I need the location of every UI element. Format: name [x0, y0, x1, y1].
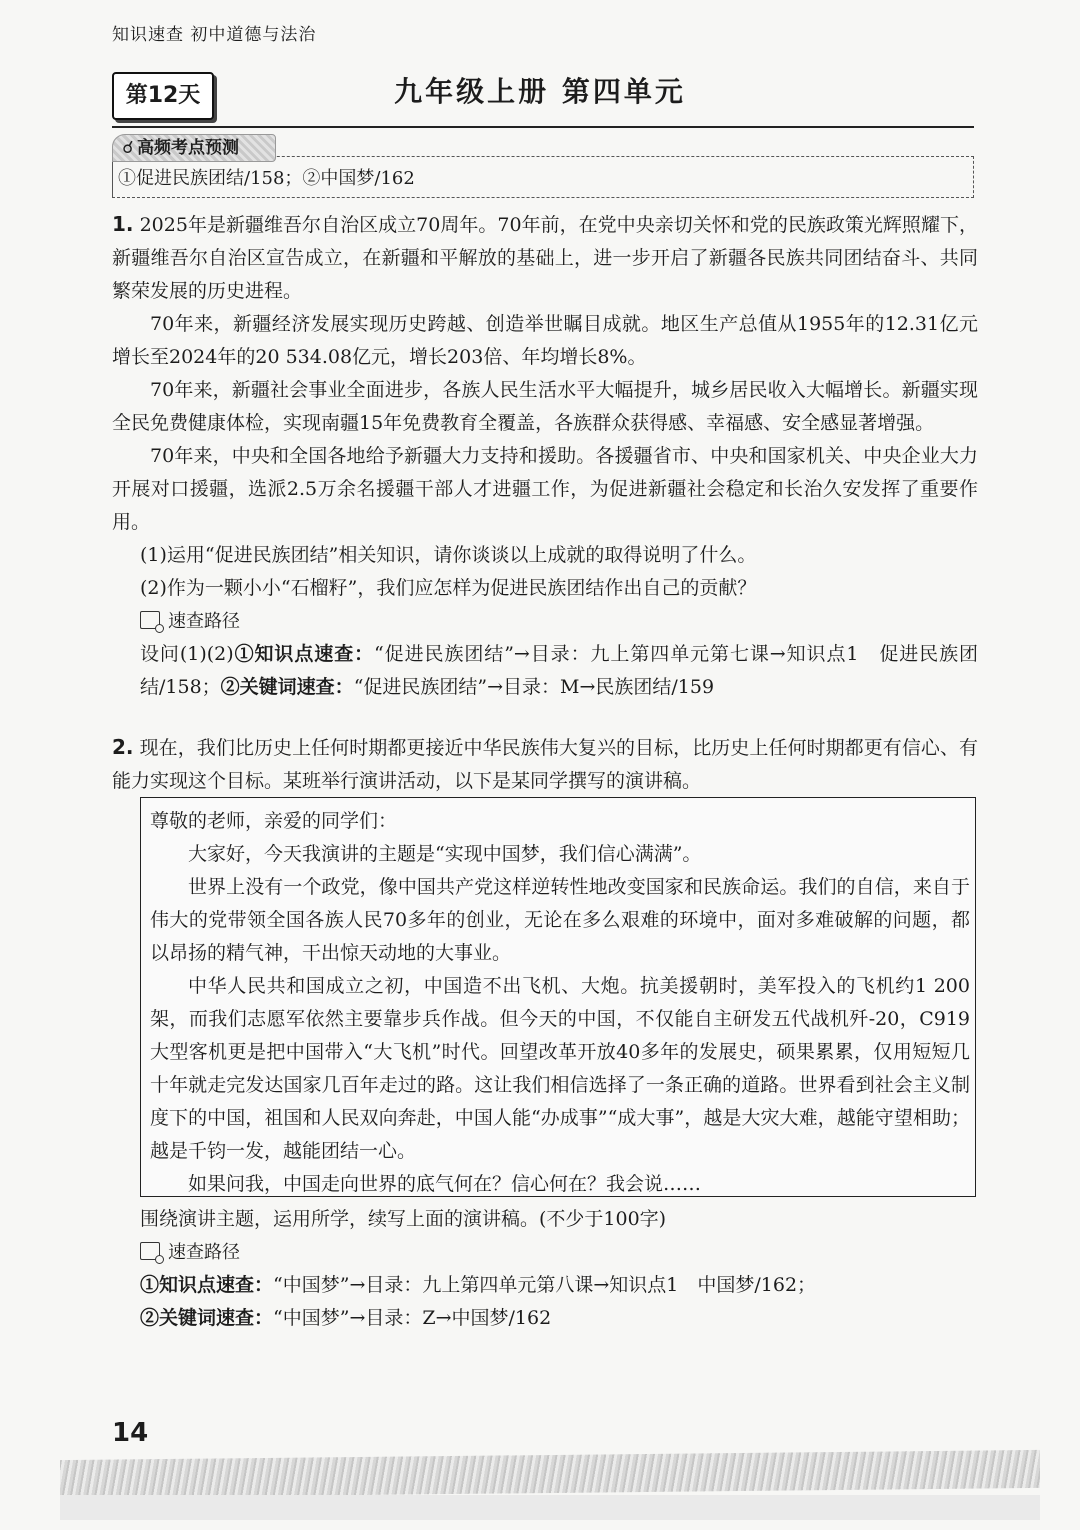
speech-para-3: 中华人民共和国成立之初，中国造不出飞机、大炮。抗美援朝时，美军投入的飞机约1 200架，而我们志愿军依然主要靠步兵作战。但今天的中国，不仅能自主研发五代战机歼-20，C919大型客机更是把中国带入“大飞机”时代。回望改革开放40多年的发展史，硕果累累，仅用短短几十年就走完发达国家几百年走过的路。这让我们相信选择了一条正确的道路。世界看到社会主义制度下的中国，祖国和人民双向奔赴，中国人能“办成事”“成大事”，越是大灾大难，越能守望相助；越是千钧一发，越能团结一心。	[150, 975, 970, 1162]
search-path-icon	[140, 611, 160, 629]
search-path-icon	[140, 1242, 160, 1260]
q2-task: 围绕演讲主题，运用所学，续写上面的演讲稿。(不少于100字)	[140, 1208, 667, 1230]
question-2	[112, 731, 978, 798]
page-number: 14	[112, 1418, 149, 1448]
question-number: 2.	[112, 735, 134, 759]
speech-para-4: 如果问我，中国走向世界的底气何在？信心何在？我会说……	[188, 1173, 702, 1195]
q1-path-text: 设问(1)(2)①知识点速查：“促进民族团结”→目录：九上第四单元第七课→知识点1 促进民族团结/158；②关键词速查：“促进民族团结”→目录：M→民族团结/159	[140, 643, 979, 698]
q2-intro: 现在，我们比历史上任何时期都更接近中华民族伟大复兴的目标，比历史上任何时期都更有信心、有能力实现这个目标。某班举行演讲活动，以下是某同学撰写的演讲稿。	[112, 737, 978, 792]
forecast-label: 高频考点预测	[137, 138, 239, 158]
question-2-task	[112, 1203, 978, 1335]
question-1	[112, 208, 978, 704]
q1-para-3: 70年来，新疆社会事业全面进步，各族人民生活水平大幅提升，城乡居民收入大幅增长。新疆实现全民免费健康体检，实现南疆15年免费教育全覆盖，各族群众获得感、幸福感、安全感显著增强。	[112, 379, 978, 434]
footer-edge	[60, 1495, 1040, 1520]
q1-path-heading: 速查路径	[112, 605, 978, 638]
q2-path-heading: 速查路径	[112, 1236, 978, 1269]
footer-decoration	[60, 1450, 1040, 1498]
speech-text	[150, 805, 970, 1201]
question-number: 1.	[112, 212, 134, 236]
speech-para-2: 世界上没有一个政党，像中国共产党这样逆转性地改变国家和民族命运。我们的自信，来自于伟大的党带领全国各族人民70多年的创业，无论在多么艰难的环境中，面对多难破解的问题，都以昂扬的精气神，干出惊天动地的大事业。	[150, 876, 970, 964]
forecast-tab	[112, 134, 276, 162]
day-badge: 第12天	[112, 72, 214, 120]
q1-para-1: 2025年是新疆维吾尔自治区成立70周年。70年前，在党中央亲切关怀和党的民族政策光辉照耀下，新疆维吾尔自治区宣告成立，在新疆和平解放的基础上，进一步开启了新疆各民族共同团结奋斗、共同繁荣发展的历史进程。	[112, 214, 978, 302]
page-title: 九年级上册 第四单元	[394, 75, 686, 108]
q1-para-2: 70年来，新疆经济发展实现历史跨越、创造举世瞩目成就。地区生产总值从1955年的12.31亿元增长至2024年的20 534.08亿元，增长203倍、年均增长8%。	[112, 313, 978, 368]
q1-sub-question-2: (2)作为一颗小小“石榴籽”，我们应怎样为促进民族团结作出自己的贡献？	[140, 577, 757, 599]
running-head: 知识速查 初中道德与法治	[112, 25, 317, 45]
speech-salutation: 尊敬的老师，亲爱的同学们：	[150, 810, 398, 832]
q1-sub-question-1: (1)运用“促进民族团结”相关知识，请你谈谈以上成就的取得说明了什么。	[140, 544, 757, 566]
speech-para-1: 大家好，今天我演讲的主题是“实现中国梦，我们信心满满”。	[188, 843, 702, 865]
q2-path-line-2: ②关键词速查：“中国梦”→目录：Z→中国梦/162	[140, 1307, 552, 1329]
q2-path-line-1: ①知识点速查：“中国梦”→目录：九上第四单元第八课→知识点1 中国梦/162；	[140, 1274, 817, 1296]
forecast-text: ①促进民族团结/158；②中国梦/162	[118, 168, 415, 189]
magnifier-icon: ☌	[122, 138, 134, 158]
q1-para-4: 70年来，中央和全国各地给予新疆大力支持和援助。各援疆省市、中央和国家机关、中央企业大力开展对口援疆，选派2.5万余名援疆干部人才进疆工作，为促进新疆社会稳定和长治久安发挥了重要作用。	[112, 445, 978, 533]
title-divider	[112, 126, 974, 128]
